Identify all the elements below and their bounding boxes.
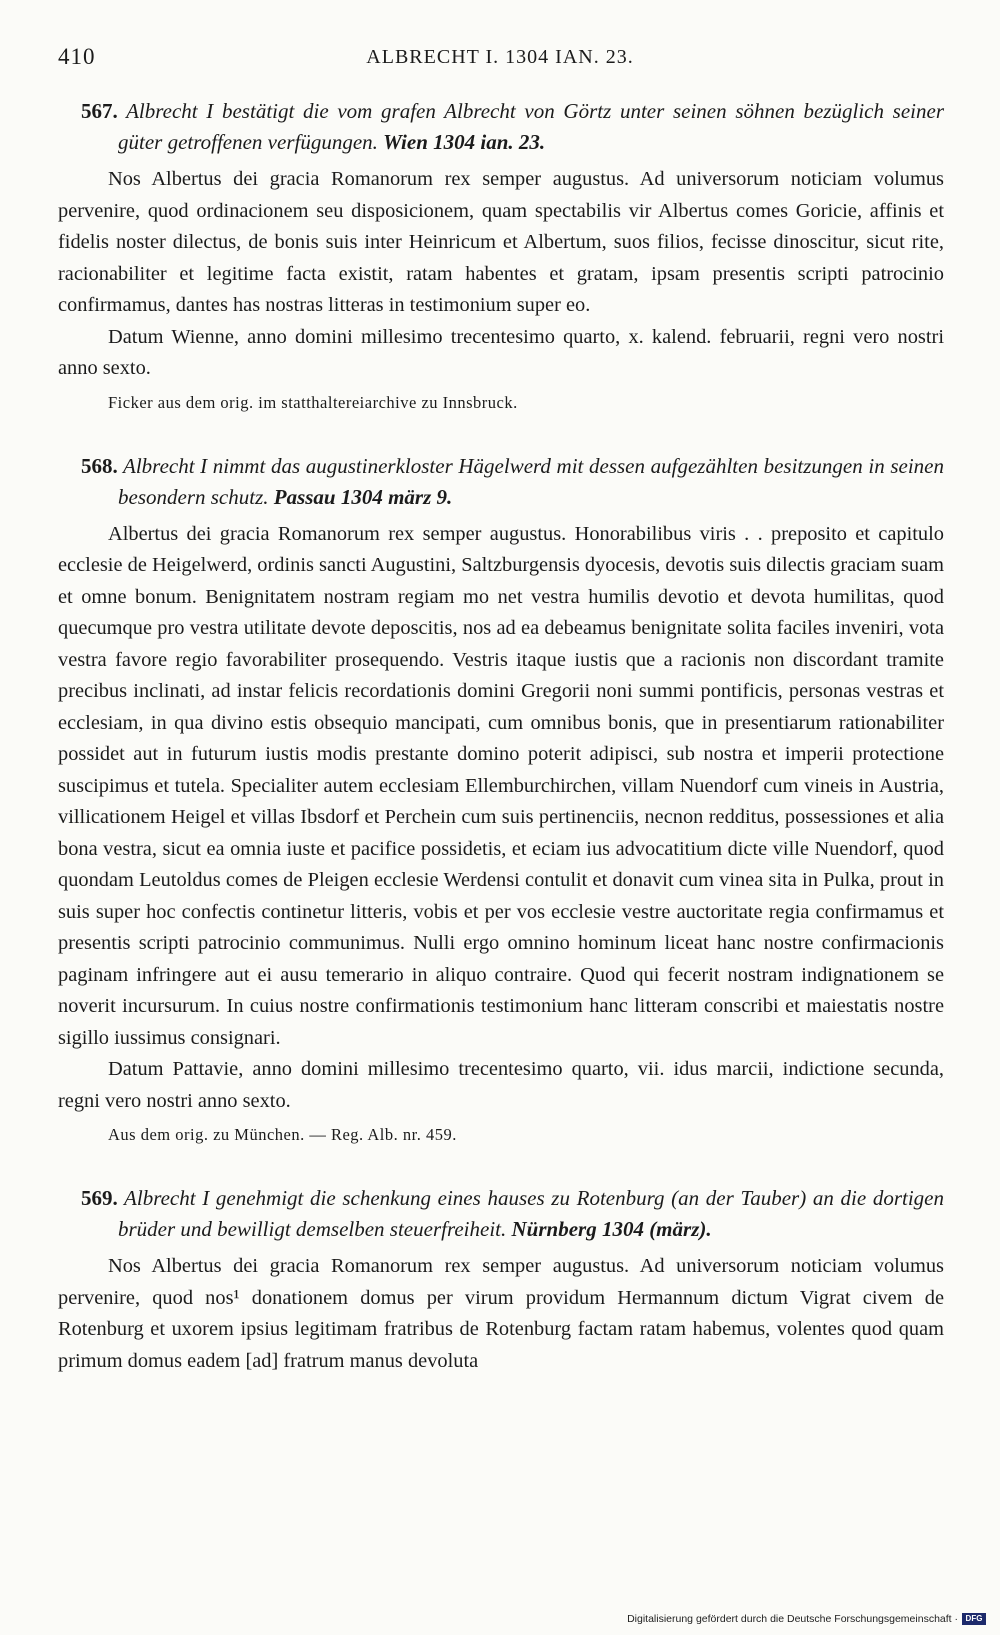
entry-567 (58, 96, 944, 417)
entry-heading (58, 1183, 944, 1245)
entry-number: 568. (81, 453, 118, 478)
charter-text: Nos Albertus dei gracia Romanorum rex semper augustus. Ad universorum noticiam volumus pervenire, quod nos¹ donationem domus per virum providum Hermannum dictum Vigrat civem de Rotenburg et uxorem ipsius legitimam fratribus de Rotenburg factam ratam habemus, volentes quod quam primum domus eadem [ad] fratrum manus devoluta (58, 1255, 944, 1372)
entry-summary: Albrecht I nimmt das augustinerkloster Hägelwerd mit dessen aufgezählten besitzungen in seinen besondern schutz. (118, 453, 944, 509)
entry-summary: Albrecht I bestätigt die vom grafen Albrecht von Görtz unter seinen söhnen bezüglich seiner güter getroffenen verfügungen. (118, 99, 945, 154)
running-head (58, 44, 942, 76)
entry-heading (58, 96, 944, 158)
page-number: 410 (58, 44, 96, 69)
credit-text: Digitalisierung gefördert durch die Deutsche Forschungsgemeinschaft · (627, 1613, 958, 1625)
entry-568 (58, 451, 944, 1150)
dating-clause: Datum Wienne, anno domini millesimo trecentesimo quarto, x. kalend. februarii, regni vero nostri anno sexto. (58, 325, 944, 379)
entry-number: 569. (81, 1186, 118, 1210)
running-title: ALBRECHT I. 1304 IAN. 23. (366, 46, 634, 68)
charter-text: Nos Albertus dei gracia Romanorum rex semper augustus. Ad universorum noticiam volumus pervenire, quod ordinacionem seu disposicionem, quam spectabilis vir Albertus comes Goricie, affinis et fidelis noster dilectus, de bonis suis inter Heinricum et Albertum, suos filios, fecisse dinoscitur, sicut rite, racionabiliter et legitime facta existit, ratam habentes et gratam, ipsam presentis scripti patrocinio confirmamus, dantes has nostras litteras in testimonium super eo. (58, 168, 944, 316)
source-note: Aus dem orig. zu München. — Reg. Alb. nr. 459. (108, 1125, 457, 1144)
entry-569 (58, 1183, 944, 1377)
digitization-credit (627, 1611, 986, 1627)
dating-clause: Datum Pattavie, anno domini millesimo trecentesimo quarto, vii. idus marcii, indictione secunda, regni vero nostri anno sexto. (58, 1058, 944, 1112)
charter-text: Albertus dei gracia Romanorum rex semper augustus. Honorabilibus viris . . preposito et capitulo ecclesie de Heigelwerd, ordinis sancti Augustini, Saltzburgensis dyocesis, devotis suis dilectis graciam suam et omne bonum. Benignitatem nostram regiam mo net vestra humilis devotio et devota humilitas, quod quecumque pro vestra utilitate devote deposcitis, nos ad ea debeamus benignitate solita faciles inveniri, vota vestra favore regio favorabiliter prosequendo. Vestris itaque iustis que a racionis non discordant tramite precibus inclinati, ad instar felicis recordationis domini Gregorii noni summi pontificis, personas vestras et ecclesiam, in qua divino estis obsequio mancipati, cum omnibus bonis, que in presentiarum rationabiliter possidet aut in futurum iustis modis prestante domino poterit adipisci, sub nostra et imperii protectione suscipimus et tutela. Specialiter autem ecclesiam Ellemburchirchen, villam Nuendorf cum vineis in Austria, villicationem Heigel et villas Ibsdorf et Perchein cum suis pertinenciis, necnon redditus, possessiones et alia bona vestra, sicut ea omnia iuste et pacifice possidetis, et eciam ius advocatitium dicte ville Nuendorf, quod quondam Leutoldus comes de Pleigen ecclesie Werdensi contulit et donavit cum vinea sita in Pulka, prout in suis super hoc confectis continetur litteris, vobis et per vos ecclesie vestre auctoritate regia confirmamus et presentis scripti patrocinio communimus. Nulli ergo omnino hominum liceat hanc nostre confirmacionis paginam infringere aut ei ausu temerario in aliquo contraire. Quod qui fecerit nostram indignationem se noverit incursurum. In cuius nostre confirmationis testimonium hanc litteram conscribi et maiestatis nostre sigillo iussimus consignari. (58, 522, 944, 1049)
entry-number: 567. (81, 99, 118, 123)
entry-place-date: Wien 1304 ian. 23. (383, 130, 546, 154)
entry-place-date: Passau 1304 märz 9. (273, 484, 453, 509)
entry-heading (58, 451, 944, 513)
source-note: Ficker aus dem orig. im statthaltereiarchive zu Innsbruck. (108, 392, 518, 412)
document-body (58, 96, 944, 1377)
entry-place-date: Nürnberg 1304 (märz). (511, 1217, 712, 1241)
dfg-logo: DFG (962, 1613, 986, 1625)
entry-summary: Albrecht I genehmigt die schenkung eines hauses zu Rotenburg (an der Tauber) an die dortigen brüder und bewilligt demselben steuerfreiheit. (118, 1186, 945, 1241)
